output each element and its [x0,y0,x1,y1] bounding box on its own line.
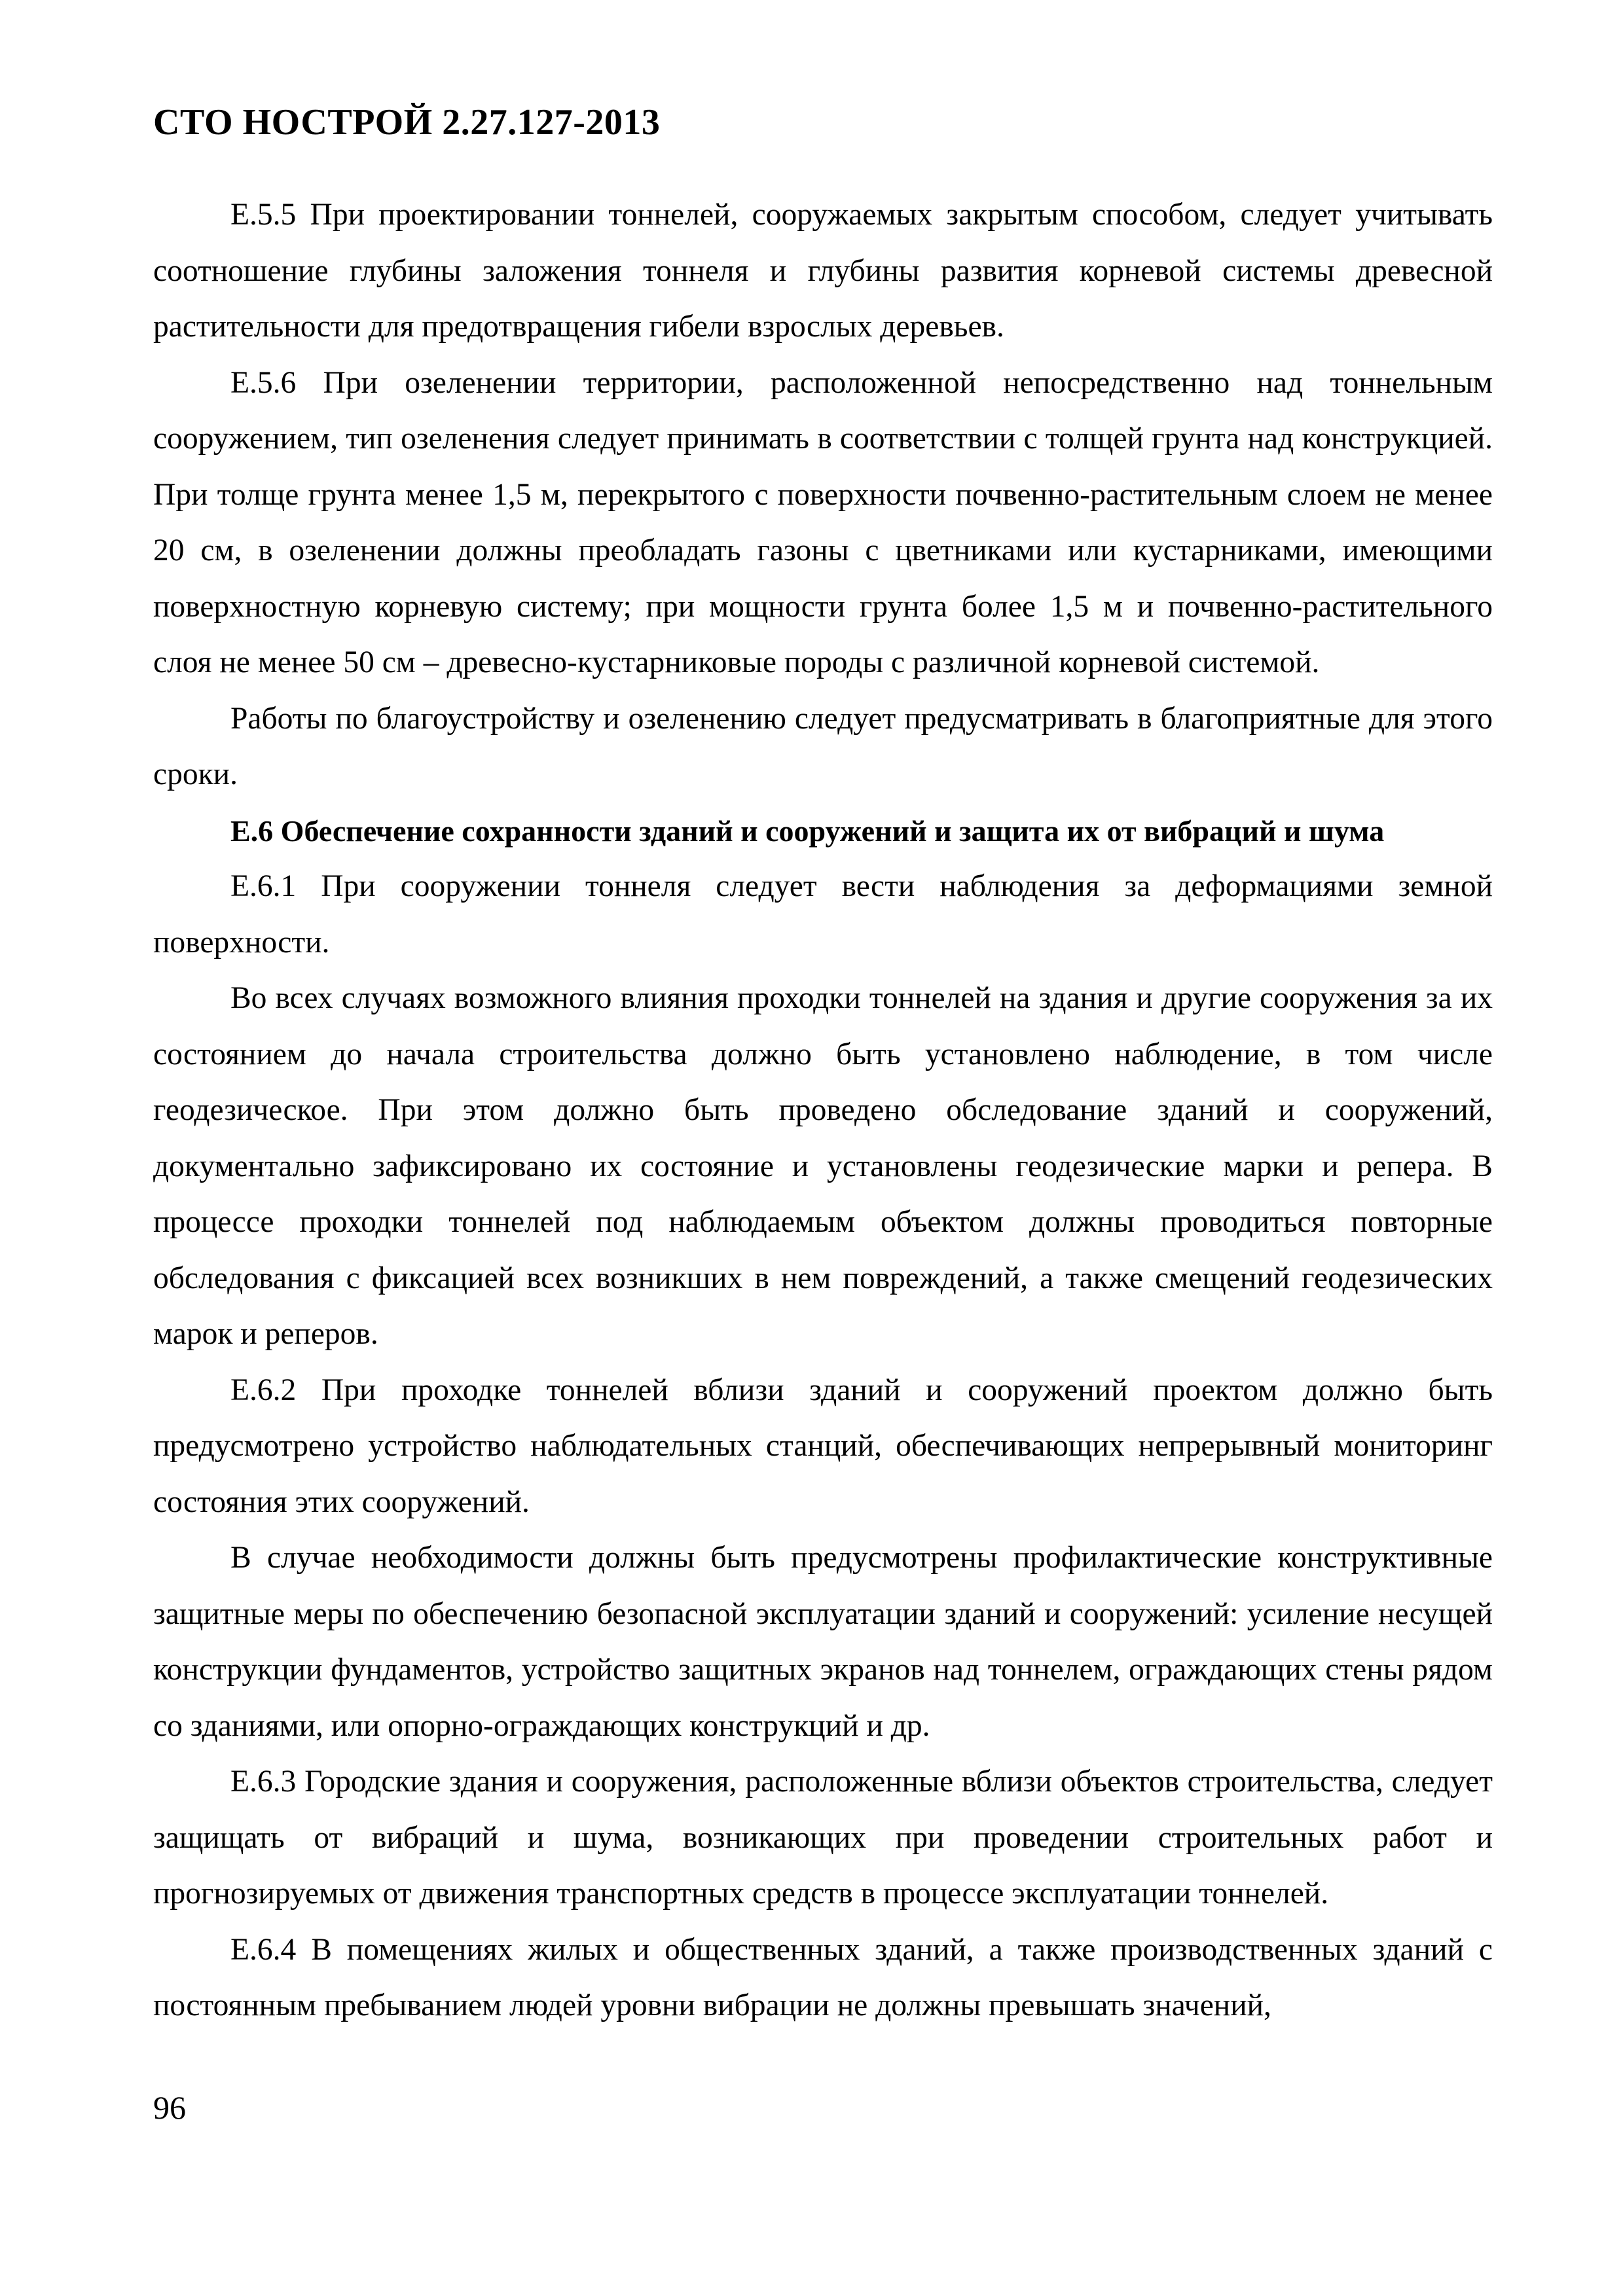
paragraph-e-5-5: Е.5.5 При проектировании тоннелей, сооружаемых закрытым способом, следует учитывать соотношение глубины заложения тоннеля и глубины развития корневой системы древесной растительности для предотвращения гибели взрослых деревьев. [153,198,1493,344]
paragraph-e-5-6: Е.5.6 При озеленении территории, расположенной непосредственно над тоннельным сооружением, тип озеленения следует принимать в соответствии с толщей грунта над конструкцией. При толще грунта менее 1,5 м, перекрытого с поверхности почвенно-растительным слоем не менее 20 см, в озеленении должны преобладать газоны с цветниками или кустарниками, имеющими поверхностную корневую систему; при мощности грунта более 1,5 м и почвенно-растительного слоя не менее 50 см – древесно-кустарниковые породы с различной корневой системой. [153,365,1493,679]
paragraph-e-6-1: Е.6.1 При сооружении тоннеля следует вести наблюдения за деформациями земной поверхности. [153,869,1493,960]
paragraph-protective-measures: В случае необходимости должны быть предусмотрены профилактические конструктивные защитные меры по обеспечению безопасной эксплуатации зданий и сооружений: усиление несущей конструкции фундаментов, устройство защитных экранов над тоннелем, ограждающих стены рядом со зданиями, или опорно-ограждающих конструкций и др. [153,1541,1493,1743]
paragraph-e-6-4: Е.6.4 В помещениях жилых и общественных зданий, а также производственных зданий с постоянным пребыванием людей уровни вибрации не должны превышать значений, [153,1932,1493,2022]
page-header-standard-code: СТО НОСТРОЙ 2.27.127-2013 [153,102,661,143]
paragraph-e-6-2: Е.6.2 При проходке тоннелей вблизи зданий и сооружений проектом должно быть предусмотрено устройство наблюдательных станций, обеспечивающих непрерывный мониторинг состояния этих сооружений. [153,1372,1493,1519]
paragraph-monitoring-buildings: Во всех случаях возможного влияния проходки тоннелей на здания и другие сооружения за их состоянием до начала строительства должно быть установлено наблюдение, в том числе геодезическое. При этом должно быть проведено обследование зданий и сооружений, документально зафиксировано их состояние и установлены геодезические марки и репера. В процессе проходки тоннелей под наблюдаемым объектом должны проводиться повторные обследования с фиксацией всех возникших в нем повреждений, а также смещений геодезических марок и реперов. [153,981,1493,1351]
page-number: 96 [153,2089,186,2126]
paragraph-landscaping-works: Работы по благоустройству и озеленению следует предусматривать в благоприятные для этого сроки. [153,701,1493,791]
section-heading-e-6: Е.6 Обеспечение сохранности зданий и сооружений и защита их от вибраций и шума [230,814,1385,848]
paragraph-e-6-3: Е.6.3 Городские здания и сооружения, расположенные вблизи объектов строительства, следует защищать от вибраций и шума, возникающих при проведении строительных работ и прогнозируемых от движения транспортных средств в процессе эксплуатации тоннелей. [153,1765,1493,1910]
document-body [153,187,1493,2034]
